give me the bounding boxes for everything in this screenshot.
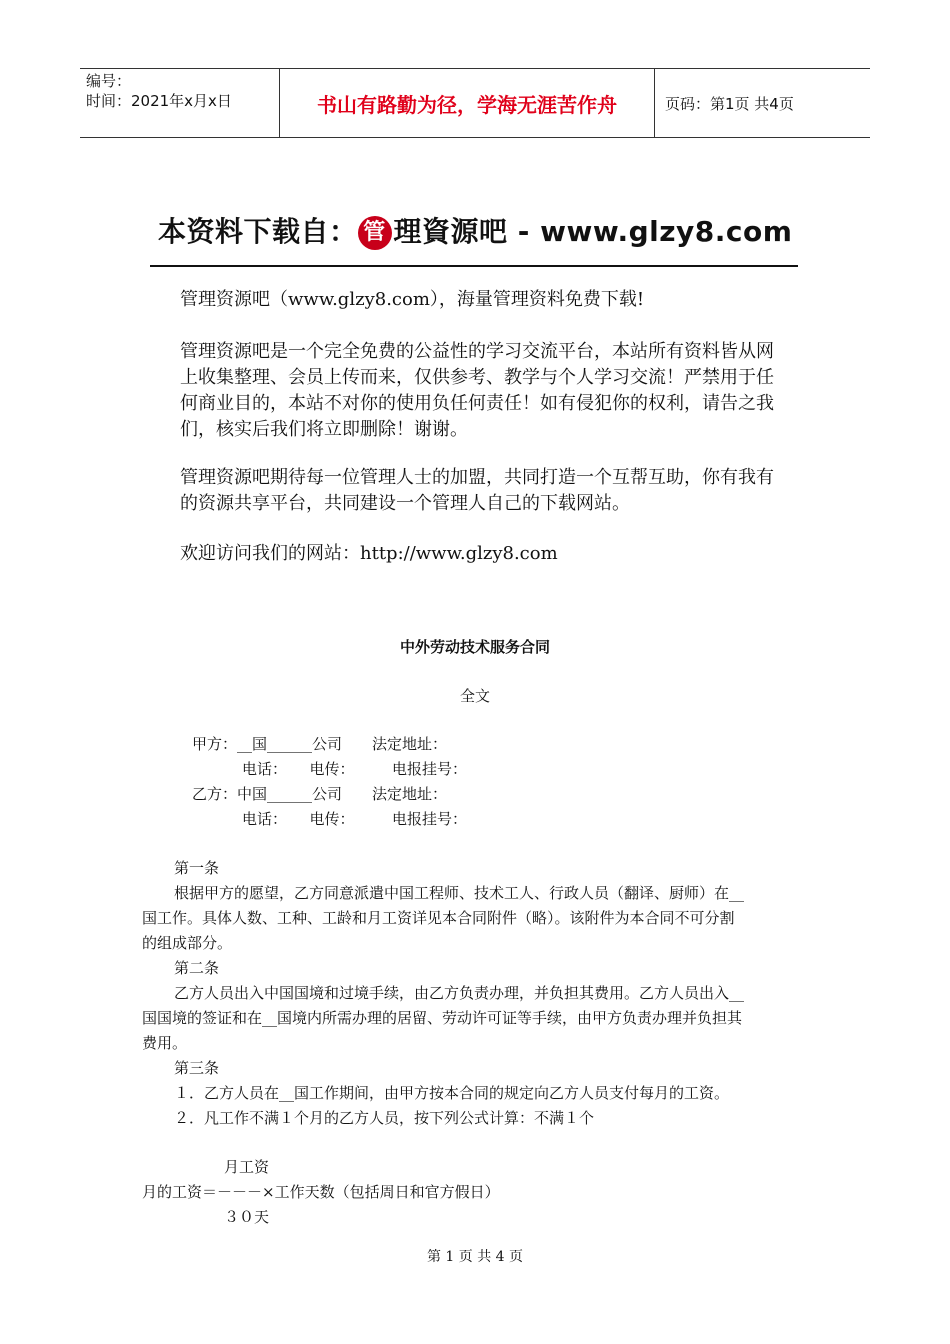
- ad-line-1: 管理资源吧（www.glzy8.com），海量管理资料免费下载!: [180, 289, 645, 310]
- download-banner: [158, 210, 798, 250]
- article-3-title: 第三条: [174, 1059, 220, 1077]
- page-footer: 第 1 页 共 4 页: [426, 1249, 524, 1265]
- article-1-line: 根据甲方的愿望，乙方同意派遣中国工程师、技术工人、行政人员（翻译、厨师）在__: [174, 884, 745, 902]
- page-header: [80, 68, 870, 138]
- party-b-contact: 电话： 电传： 电报挂号：: [242, 810, 468, 828]
- article-1-line: 的组成部分。: [142, 934, 233, 952]
- brand-logo-icon: 管: [358, 216, 392, 250]
- document-title: 中外劳动技术服务合同: [399, 638, 550, 656]
- party-a: 甲方：__国______公司 法定地址：: [192, 735, 448, 753]
- header-motto: 书山有路勤为径，学海无涯苦作舟: [280, 69, 655, 137]
- article-2-line: 乙方人员出入中国国境和过境手续，由乙方负责办理，并负担其费用。乙方人员出入__: [174, 984, 745, 1002]
- article-2-line: 费用。: [142, 1034, 188, 1052]
- header-page-info: 页码：第1页 共4页: [665, 94, 794, 113]
- formula-denominator: ３０天: [224, 1208, 270, 1226]
- formula-numerator: 月工资: [224, 1158, 270, 1176]
- banner-prefix: 本资料下载自：: [158, 215, 358, 248]
- number-label: 编号：: [86, 72, 132, 90]
- banner-brand: 理資源吧 - www.glzy8.com: [393, 215, 793, 248]
- article-1-title: 第一条: [174, 859, 220, 877]
- article-2-title: 第二条: [174, 959, 220, 977]
- party-b: 乙方：中国______公司 法定地址：: [192, 785, 448, 803]
- formula-main: 月的工资＝－－－×工作天数（包括周日和官方假日）: [142, 1183, 500, 1201]
- banner-divider: [150, 265, 798, 267]
- ad-paragraph-2: 管理资源吧是一个完全免费的公益性的学习交流平台，本站所有资料皆从网上收集整理、会员上传而来，仅供参考、教学与个人学习交流！严禁用于任何商业目的，本站不对你的使用负任何责任！如有侵犯你的权利，请告之我们，核实后我们将立即删除！谢谢。: [180, 341, 774, 440]
- article-2-line: 国国境的签证和在__国境内所需办理的居留、劳动许可证等手续，由甲方负责办理并负担其: [142, 1009, 743, 1027]
- time-label: 时间：2021年x月x日: [86, 92, 232, 110]
- article-1-line: 国工作。具体人数、工种、工龄和月工资详见本合同附件（略）。该附件为本合同不可分割: [142, 909, 735, 927]
- article-3-item: ２．凡工作不满１个月的乙方人员，按下列公式计算：不满１个: [174, 1109, 595, 1127]
- document-subtitle: 全文: [459, 687, 490, 705]
- ad-website-line: 欢迎访问我们的网站：http://www.glzy8.com: [180, 543, 558, 564]
- party-a-contact: 电话： 电传： 电报挂号：: [242, 760, 468, 778]
- header-meta: [80, 69, 280, 137]
- ad-paragraph-3: 管理资源吧期待每一位管理人士的加盟，共同打造一个互帮互助，你有我有的资源共享平台，共同建设一个管理人自己的下载网站。: [180, 467, 774, 514]
- article-3-item: １．乙方人员在__国工作期间，由甲方按本合同的规定向乙方人员支付每月的工资。: [174, 1084, 730, 1102]
